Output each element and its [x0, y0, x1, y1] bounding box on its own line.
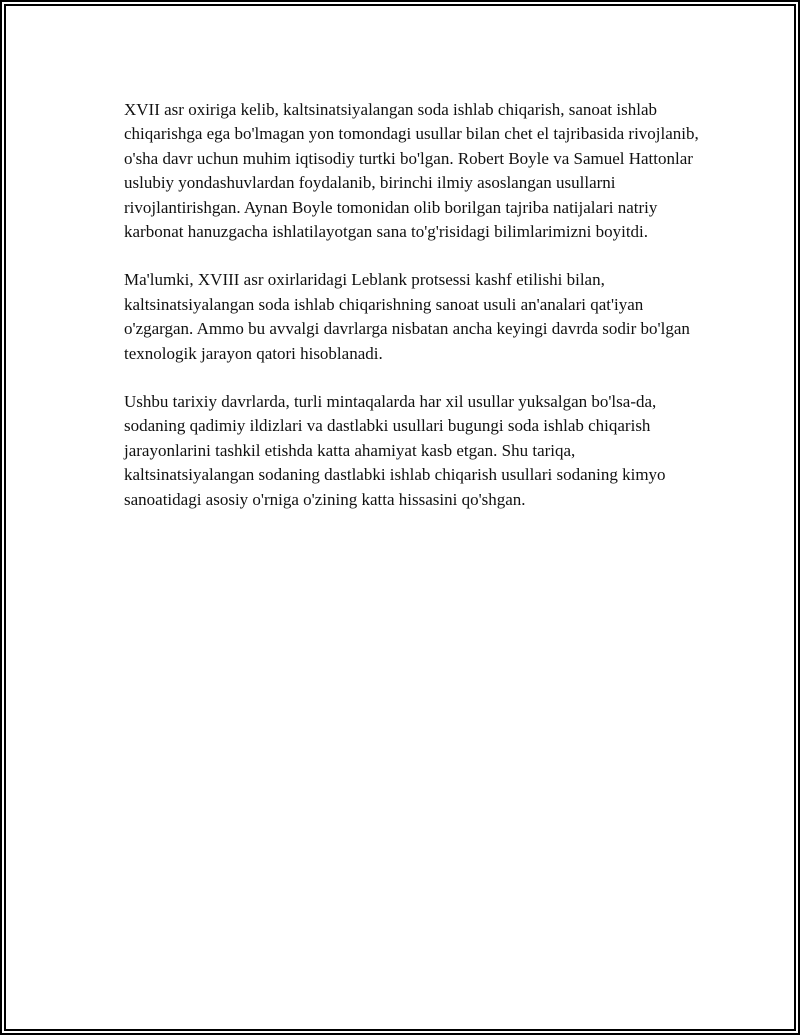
document-body [124, 98, 704, 536]
paragraph-3: Ushbu tarixiy davrlarda, turli mintaqalarda har xil usullar yuksalgan bo'lsa-da, sodaning qadimiy ildizlari va dastlabki usullari bugungi soda ishlab chiqarish jarayonlarini tashkil etishda katta ahamiyat kasb etgan. Shu tariqa, kaltsinatsiyalangan sodaning dastlabki ishlab chiqarish usullari sodaning kimyo sanoatidagi asosiy o'rniga o'zining katta hissasini qo'shgan. [124, 392, 666, 509]
paragraph-2: Ma'lumki, XVIII asr oxirlaridagi Leblank protsessi kashf etilishi bilan, kaltsinatsiyalangan soda ishlab chiqarishning sanoat usuli an'analari qat'iyan o'zgargan. Ammo bu avvalgi davrlarga nisbatan ancha keyingi davrda sodir bo'lgan texnologik jarayon qatori hisoblanadi. [124, 270, 690, 363]
paragraph-1: XVII asr oxiriga kelib, kaltsinatsiyalangan soda ishlab chiqarish, sanoat ishlab chiqarishga ega bo'lmagan yon tomondagi usullar bilan chet el tajribasida rivojlanib, o'sha davr uchun muhim iqtisodiy turtki bo'lgan. Robert Boyle va Samuel Hattonlar uslubiy yondashuvlardan foydalanib, birinchi ilmiy asoslangan usullarni rivojlantirishgan. Aynan Boyle tomonidan olib borilgan tajriba natijalari natriy karbonat hanuzgacha ishlatilayotgan sana to'g'risidagi bilimlarimizni boyitdi. [124, 100, 699, 242]
